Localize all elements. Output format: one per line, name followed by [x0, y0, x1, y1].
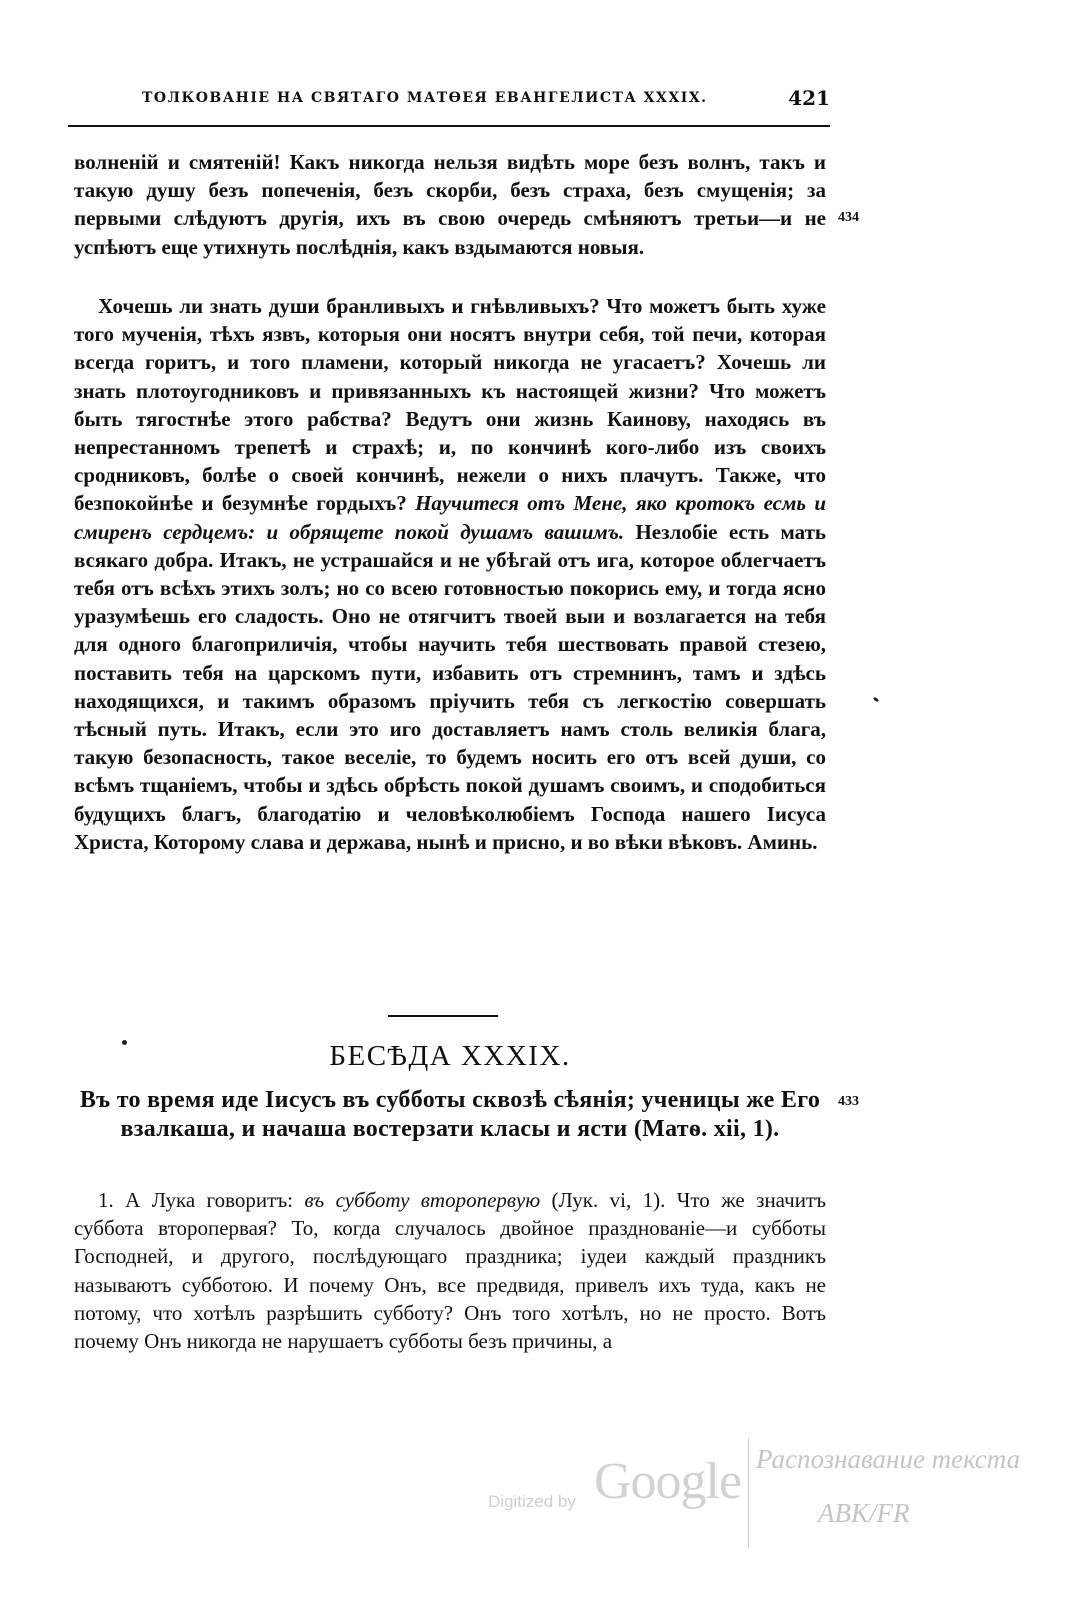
scripture-quote: Научитеся отъ Мене, яко кротокъ есмь и смиренъ сердцемъ: и обрящете покой душамъ вашимъ. [74, 491, 827, 544]
paragraph-souls [74, 292, 826, 856]
paragraph-luke-lead: 1. А Лука говоритъ: [98, 1188, 294, 1212]
watermark-divider [748, 1438, 749, 1548]
paragraph-luke [74, 1186, 826, 1355]
watermark-digitized-by: Digitized by [488, 1492, 576, 1511]
paragraph-souls-continuation: Незлобіе есть мать всякаго добра. Итакъ, не устрашайся и не убѣгай отъ ига, которое облегчаетъ тебя отъ всѣхъ этихъ золъ; но со всею готовностью покорись ему, и тогда ясно уразумѣешь его сладость. Оно не отягчитъ твоей выи и возлагается на тебя для одного благоприличія, чтобы научить тебя шествовать правой стезею, поставить тебя на царскомъ пути, избавить отъ стремнинъ, тамъ и здѣсь находящихся, и такимъ образомъ пріучить тебя съ легкостію совершать тѣсный путь. Итакъ, если это иго доставляетъ намъ столь великія блага, такую безопасность, такое веселіе, то будемъ носить его отъ всей души, со всѣмъ тщаніемъ, чтобы и здѣсь обрѣсть покой душамъ своимъ, и сподобиться будущихъ благъ, благодатію и человѣколюбіемъ Господа нашего Іисуса Христа, Которому слава и держава, нынѣ и присно, и во вѣки вѣковъ. Аминь. [74, 519, 827, 854]
digitization-watermark [488, 1438, 1028, 1558]
watermark-credit: ABK/FR [818, 1498, 910, 1528]
running-head-title: ТОЛКОВАНІЕ НА СВЯТАГО МАТѲЕЯ ЕВАНГЕЛИСТА XXXIX. [142, 90, 708, 106]
section-divider [388, 1015, 498, 1017]
paragraph-luke-text: (Лук. vi, 1). Что же значитъ суббота второпервая? То, когда случалось двойное празднованіе—и субботы Господней, и другого, послѣдующаго праздника; іудеи каждый праздникъ называютъ субботою. И почему Онъ, все предвидя, привелъ ихъ туда, какъ не потому, что хотѣлъ разрѣшить субботу? Онъ того хотѣлъ, но не просто. Вотъ почему Онъ никогда не нарушаетъ субботы безъ причины, а [74, 1188, 827, 1354]
homily-title: БЕСѢДА XXXIX. [329, 1040, 571, 1072]
margin-number-433: 433 [838, 1094, 859, 1109]
luke-quote: въ субботу второпервую [304, 1188, 541, 1212]
ink-speck [122, 1040, 127, 1045]
page-number: 421 [788, 86, 830, 110]
homily-epigraph: Въ то время иде Іисусъ въ субботы сквозѣ сѣянія; ученицы же Его взалкаша, и начаша востерзати класы и ясти (Матѳ. xii, 1). [79, 1087, 821, 1142]
google-logo: Google [594, 1453, 742, 1510]
watermark-recognition: Распознавание текста [756, 1444, 1021, 1474]
margin-number-434: 434 [838, 210, 859, 225]
ink-speck [873, 697, 880, 703]
header-rule [68, 125, 830, 127]
paragraph-souls-text: Хочешь ли знать души бранливыхъ и гнѣвливыхъ? Что можетъ быть хуже того мученія, тѣхъ язвъ, которыя они носятъ внутри себя, той печи, которая всегда горитъ, и того пламени, который никогда не угасаетъ? Хочешь ли знать плотоугодниковъ и привязанныхъ къ настоящей жизни? Что можетъ быть тягостнѣе этого рабства? Ведутъ они жизнь Каинову, находясь въ непрестанномъ трепетѣ и страхѣ; и, по кончинѣ кого-либо изъ своихъ сродниковъ, болѣе о своей кончинѣ, нежели о нихъ плачутъ. Также, что безпокойнѣе и безумнѣе гордыхъ? [74, 294, 826, 516]
paragraph-continued: волненій и смятеній! Какъ никогда нельзя видѣть море безъ волнъ, такъ и такую душу безъ попеченія, безъ скорби, безъ страха, безъ смущенія; за первыми слѣдуютъ другія, ихъ въ свою очередь смѣняютъ третьи—и не успѣютъ еще утихнуть послѣднія, какъ вздымаются новыя. [74, 150, 826, 259]
